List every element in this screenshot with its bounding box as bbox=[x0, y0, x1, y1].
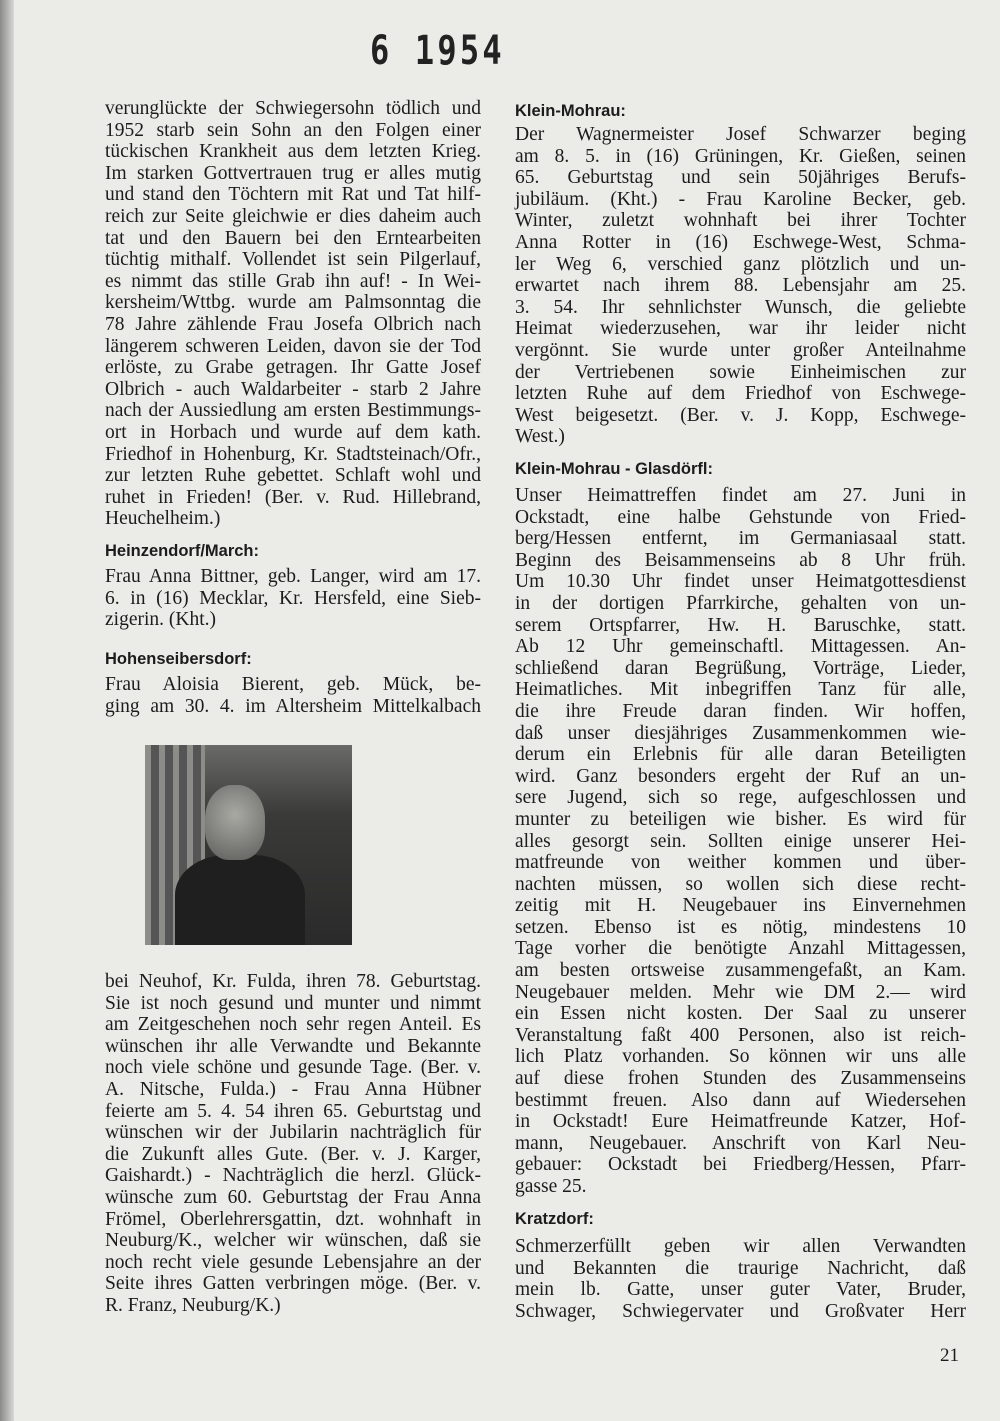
text-line: 78 Jahre zählende Frau Josefa Olbrich nach bbox=[105, 313, 481, 335]
section-heading-heinzendorf: Heinzendorf/March: bbox=[105, 542, 260, 560]
text-line: wünsche zum 60. Geburtstag der Frau Anna bbox=[105, 1186, 481, 1208]
section-heading-hohenseibersdorf: Hohenseibersdorf: bbox=[105, 650, 252, 668]
text-line: gebauer: Ockstadt bei Friedberg/Hessen, Pfarr- bbox=[515, 1154, 966, 1176]
text-line: jubiläum. (Kht.) - Frau Karoline Becker, geb. bbox=[515, 188, 966, 210]
text-line: Ockstadt, eine halbe Gehstunde von Fried- bbox=[515, 506, 966, 528]
portrait-photo bbox=[145, 745, 352, 945]
text-line: erlöste, zu Grabe getragen. Ihr Gatte Josef bbox=[105, 357, 481, 379]
section-glasdoerfl bbox=[515, 485, 966, 1198]
text-line: zigerin. (Kht.) bbox=[105, 609, 217, 631]
text-line: Winter, zuletzt wohnhaft bei ihrer Tochter bbox=[515, 210, 966, 232]
text-line: wird. Ganz besonders ergeht der Ruf an un- bbox=[515, 765, 966, 787]
text-line: tückischen Krankheit aus dem letzten Krieg. bbox=[105, 141, 481, 163]
text-line: ort in Horbach und wurde auf dem kath. bbox=[105, 421, 481, 443]
text-line: ler Weg 6, verschied ganz plötzlich und un- bbox=[515, 253, 966, 275]
text-line: Heimatliches. Mit inbegriffen Tanz für alle, bbox=[515, 679, 966, 701]
text-line: Um 10.30 Uhr findet unser Heimatgottesdienst bbox=[515, 571, 966, 593]
section-heading-glasdoerfl: Klein-Mohrau - Glasdörfl: bbox=[515, 460, 713, 478]
text-line: der Vertriebenen sowie Einheimischen zur bbox=[515, 361, 966, 383]
text-line: sere Jugend, sich so rege, aufgeschlossen und bbox=[515, 787, 966, 809]
text-line: ruhet in Frieden! (Ber. v. Rud. Hillebrand, bbox=[105, 486, 481, 508]
text-line: in der dortigen Pfarrkirche, gehalten von un- bbox=[515, 592, 966, 614]
text-line: am 8. 5. in (16) Grüningen, Kr. Gießen, seinen bbox=[515, 145, 966, 167]
text-line: lich Platz vorhanden. So können wir uns alle bbox=[515, 1046, 966, 1068]
text-line: alles gesorgt sein. Sollten einige unserer Hei- bbox=[515, 830, 966, 852]
text-line: Sie ist noch gesund und munter und nimmt bbox=[105, 992, 481, 1014]
text-line: auf diese frohen Stunden des Zusammenseins bbox=[515, 1068, 966, 1090]
text-line: Frau Aloisia Bierent, geb. Mück, be- bbox=[105, 674, 481, 695]
text-line: mann, Neugebauer. Anschrift von Karl Neu- bbox=[515, 1132, 966, 1154]
text-line: setzen. Ebenso ist es nötig, mindestens 10 bbox=[515, 916, 966, 938]
text-line: bei Neuhof, Kr. Fulda, ihren 78. Geburtstag. bbox=[105, 971, 481, 992]
text-line: A. Nitsche, Fulda.) - Frau Anna Hübner bbox=[105, 1078, 481, 1100]
text-line: kersheim/Wttbg. wurde am Palmsonntag die bbox=[105, 292, 481, 314]
text-line: feierte am 5. 4. 54 ihren 65. Geburtstag und bbox=[105, 1100, 481, 1122]
text-line: serem Ortspfarrer, Hw. H. Baruschke, statt. bbox=[515, 614, 966, 636]
text-line: Der Wagnermeister Josef Schwarzer beging bbox=[515, 124, 966, 145]
text-line: Veranstaltung faßt 400 Personen, also ist reich- bbox=[515, 1024, 966, 1046]
text-line: längerem schweren Leiden, davon sie der Tod bbox=[105, 335, 481, 357]
text-line: Schmerzerfüllt geben wir allen Verwandten bbox=[515, 1236, 966, 1257]
text-line: West beigesetzt. (Ber. v. J. Kopp, Eschwege- bbox=[515, 404, 966, 426]
text-line: Anna Rotter in (16) Eschwege-West, Schma- bbox=[515, 231, 966, 253]
text-line: Beginn des Beisammenseins ab 8 Uhr früh. bbox=[515, 549, 966, 571]
section-hohenseibersdorf-continued bbox=[105, 971, 481, 1317]
text-line: die Zukunft alles Gute. (Ber. v. J. Karger, bbox=[105, 1143, 481, 1165]
text-line: letzten Ruhe auf dem Friedhof von Eschwege- bbox=[515, 383, 966, 405]
text-line: und Bekannten die traurige Nachricht, daß bbox=[515, 1257, 966, 1279]
section-heading-kratzdorf: Kratzdorf: bbox=[515, 1210, 594, 1228]
text-line: in Ockstadt! Eure Heimatfreunde Katzer, Hof- bbox=[515, 1111, 966, 1133]
text-line: Im starken Gottvertrauen trug er alles mutig bbox=[105, 162, 481, 184]
text-line: noch viele schöne und gesunde Tage. (Ber. v. bbox=[105, 1057, 481, 1079]
section-heading-klein-mohrau: Klein-Mohrau: bbox=[515, 102, 626, 120]
text-line: reich zur Seite gleichwie er dies daheim auch bbox=[105, 205, 481, 227]
text-line: wünschen ihr alle Verwandte und Bekannte bbox=[105, 1035, 481, 1057]
text-line: munter zu beteiligen wie bisher. Es wird für bbox=[515, 808, 966, 830]
text-line: 1952 starb sein Sohn an den Folgen einer bbox=[105, 119, 481, 141]
text-line: tat und den Bauern bei den Erntearbeiten bbox=[105, 227, 481, 249]
text-line: zur letzten Ruhe gebettet. Schlaft wohl und bbox=[105, 465, 481, 487]
text-line: Friedhof in Hohenburg, Kr. Stadtsteinach/Ofr., bbox=[105, 443, 481, 465]
text-line: schließend daran Begrüßung, Vorträge, Lieder, bbox=[515, 657, 966, 679]
text-line: Tage vorher die benötigte Anzahl Mittagessen, bbox=[515, 938, 966, 960]
text-line: Schwager, Schwiegervater und Großvater Herr bbox=[515, 1300, 966, 1322]
section-hohenseibersdorf bbox=[105, 674, 481, 717]
text-line: West.) bbox=[515, 426, 565, 448]
text-line: Heuchelheim.) bbox=[105, 508, 221, 530]
text-line: R. Franz, Neuburg/K.) bbox=[105, 1294, 281, 1316]
section-kratzdorf bbox=[515, 1236, 966, 1322]
text-line: und stand den Töchtern mit Rat und Tat hilf- bbox=[105, 184, 481, 206]
text-line: am Zeitgeschehen noch sehr regen Anteil. Es bbox=[105, 1014, 481, 1036]
text-line: nach der Aussiedlung am ersten Bestimmungs- bbox=[105, 400, 481, 422]
section-klein-mohrau bbox=[515, 124, 966, 448]
page-number: 21 bbox=[940, 1345, 959, 1366]
text-line: erwartet nach ihrem 88. Lebensjahr am 25. bbox=[515, 275, 966, 297]
text-line: Gaishardt.) - Nachträglich die herzl. Glück- bbox=[105, 1165, 481, 1187]
text-line: Seite ihres Gatten verbringen möge. (Ber. v. bbox=[105, 1273, 481, 1295]
text-line: Ab 12 Uhr gemeinschaftl. Mittagessen. An- bbox=[515, 636, 966, 658]
text-line: daß unser diesjähriges Zusammenkommen wie- bbox=[515, 722, 966, 744]
text-line: gasse 25. bbox=[515, 1176, 587, 1197]
text-line: ein Essen nicht kosten. Der Saal zu unserer bbox=[515, 1003, 966, 1025]
text-line: wünschen wir der Jubilarin nachträglich für bbox=[105, 1122, 481, 1144]
text-line: matfreunde von weither kommen und über- bbox=[515, 852, 966, 874]
text-line: Frömel, Oberlehrersgattin, dzt. wohnhaft in bbox=[105, 1208, 481, 1230]
text-line: Neugebauer melden. Mehr wie DM 2.— wird bbox=[515, 981, 966, 1003]
text-line: vergönnt. Sie wurde unter großer Anteilnahme bbox=[515, 339, 966, 361]
text-line: Frau Anna Bittner, geb. Langer, wird am 17. bbox=[105, 566, 481, 587]
text-line: bestimmt freuen. Also dann auf Wiedersehen bbox=[515, 1089, 966, 1111]
page-gutter-shadow bbox=[0, 0, 14, 1421]
text-line: mein lb. Gatte, unser guter Vater, Bruder, bbox=[515, 1279, 966, 1301]
text-line: die ihre Freude daran finden. Wir hoffen, bbox=[515, 700, 966, 722]
text-line: am besten ortsweise zusammengefaßt, an Kam. bbox=[515, 960, 966, 982]
text-line: Unser Heimattreffen findet am 27. Juni in bbox=[515, 485, 966, 506]
text-line: Heimat wiederzusehen, war ihr leider nicht bbox=[515, 318, 966, 340]
text-line: noch recht viele gesunde Lebensjahre an der bbox=[105, 1251, 481, 1273]
text-line: 65. Geburtstag und sein 50jähriges Berufs- bbox=[515, 167, 966, 189]
article-continuation bbox=[105, 98, 481, 530]
text-line: zeitig mit H. Neugebauer ins Einvernehmen bbox=[515, 895, 966, 917]
text-line: berg/Hessen entfernt, im Germaniasaal statt. bbox=[515, 528, 966, 550]
text-line: Olbrich - auch Waldarbeiter - starb 2 Jahre bbox=[105, 378, 481, 400]
text-line: 6. in (16) Mecklar, Kr. Hersfeld, eine Sieb- bbox=[105, 587, 481, 609]
text-line: Neuburg/K., welcher wir wünschen, daß sie bbox=[105, 1230, 481, 1252]
text-line: verunglückte der Schwiegersohn tödlich und bbox=[105, 98, 481, 119]
text-line: es nimmt das stille Grab ihn auf! - In Wei- bbox=[105, 270, 481, 292]
section-heinzendorf bbox=[105, 566, 481, 631]
text-line: derum ein Erlebnis für alle daran Beteiligten bbox=[515, 744, 966, 766]
page-header-issue-year: 6 1954 bbox=[370, 28, 505, 74]
text-line: 3. 54. Ihr sehnlichster Wunsch, die geliebte bbox=[515, 296, 966, 318]
text-line: nachten müssen, so wollen sich diese recht- bbox=[515, 873, 966, 895]
text-line: ging am 30. 4. im Altersheim Mittelkalbach bbox=[105, 695, 481, 717]
text-line: tüchtig mithalf. Vollendet ist sein Pilgerlauf, bbox=[105, 249, 481, 271]
